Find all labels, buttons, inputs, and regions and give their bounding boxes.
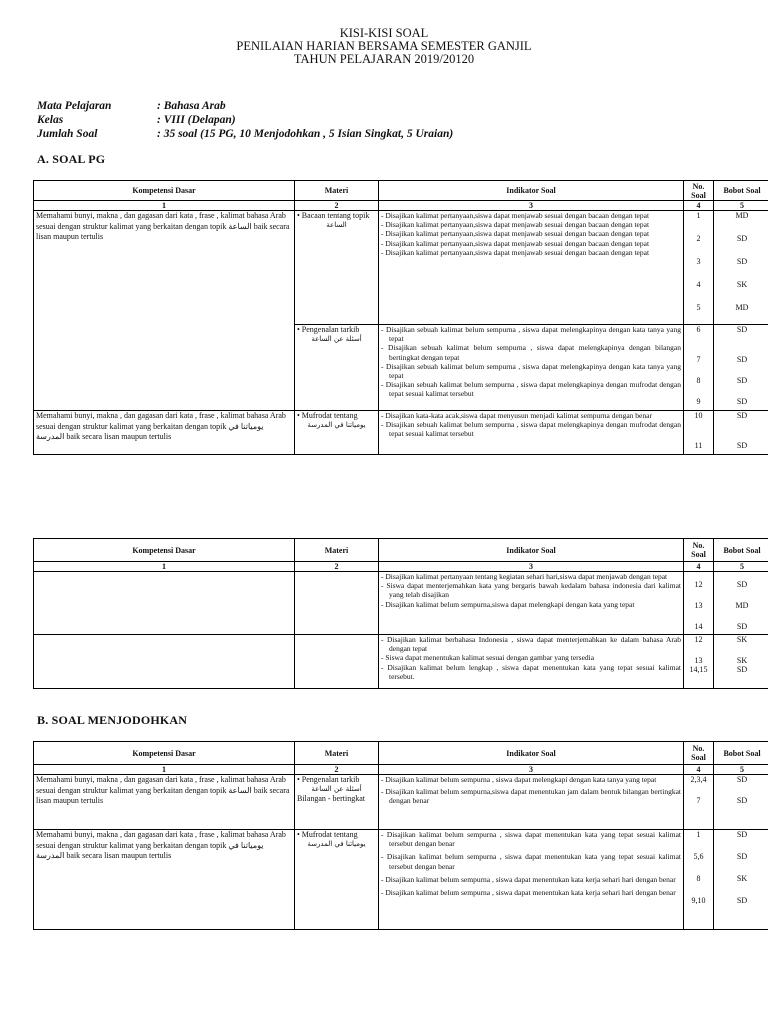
indikator-item: - Disajikan sebuah kalimat belum sempurna , siswa dapat melengkapinya dengan bilangan bertingkat dengan tepat <box>381 343 681 361</box>
col-header-bobot: Bobot Soal <box>714 181 768 201</box>
materi-title: • Mufrodat tentang <box>297 830 358 839</box>
no-soal: 8 <box>696 376 701 385</box>
indikator-cell <box>379 325 684 411</box>
col-number: 1 <box>34 562 295 572</box>
bobot-soal: SD <box>736 852 748 861</box>
meta-mapel <box>37 100 226 113</box>
materi-title: • Bacaan tentang topik <box>297 211 370 220</box>
no-soal-cell <box>684 635 714 689</box>
no-soal: 9 <box>696 397 701 406</box>
indikator-item: - Disajikan kalimat berbahasa Indonesia , siswa dapat menterjemahkan ke dalam bahasa Arab dengan tepat <box>381 635 681 653</box>
no-soal: 6 <box>696 325 701 334</box>
bobot-soal: SD <box>736 896 748 905</box>
no-soal: 5,6 <box>693 852 704 861</box>
no-soal: 11 <box>694 441 703 450</box>
col-header-materi: Materi <box>295 181 379 201</box>
col-header-bobot: Bobot Soal <box>714 742 768 765</box>
no-soal: 1 <box>696 211 701 220</box>
bobot-soal: SD <box>736 441 748 450</box>
indikator-item: - Siswa dapat menterjemahkan kata yang bergaris bawah kedalam bahasa indonesia dari kalimat yang telah disajikan <box>381 581 681 599</box>
materi-cell <box>295 211 379 325</box>
indikator-item: - Disajikan kalimat pertanyaan,siswa dapat menjawab sesuai dengan bacaan dengan tepat <box>381 211 681 220</box>
indikator-item: - Disajikan kata-kata acak,siswa dapat menyusun menjadi kalimat sempurna dengan benar <box>381 411 681 420</box>
doc-title-line1: KISI-KISI SOAL <box>339 26 429 40</box>
indikator-item: - Disajikan sebuah kalimat belum sempurna , siswa dapat melengkapinya dengan mufrodat dengan tepat sesuai kalimat tersebut <box>381 380 681 398</box>
bobot-cell <box>714 325 768 411</box>
bobot-soal: MD <box>735 211 749 220</box>
bobot-soal: SD <box>736 796 748 805</box>
indikator-item: - Disajikan sebuah kalimat belum sempurna , siswa dapat melengkapinya dengan kata tanya yang tepat <box>381 362 681 380</box>
materi-title: • Pengenalan tarkib <box>297 325 360 334</box>
no-soal: 4 <box>696 280 701 289</box>
materi-arabic: يومياتنا في المدرسة <box>307 839 366 848</box>
no-soal: 13 <box>694 656 703 665</box>
section-soal-menjodohkan: B. SOAL MENJODOHKAN <box>37 713 188 727</box>
col-header-indikator: Indikator Soal <box>379 742 684 765</box>
col-header-indikator: Indikator Soal <box>379 539 684 562</box>
table-soal-pg <box>33 180 768 455</box>
bobot-cell <box>714 211 768 325</box>
materi-cell-empty <box>295 572 379 635</box>
bobot-soal: SD <box>736 376 748 385</box>
indikator-cell <box>379 411 684 455</box>
indikator-item: - Disajikan kalimat belum sempurna , siswa dapat menentukan kata yang tepat sesuai kalimat tersebut dengan benar <box>381 830 681 848</box>
bobot-soal: SD <box>736 257 748 266</box>
col-header-materi: Materi <box>295 742 379 765</box>
col-number: 5 <box>714 562 768 572</box>
meta-kelas <box>37 114 236 127</box>
bobot-soal: MD <box>735 303 749 312</box>
meta-kelas-value: : VIII (Delapan) <box>157 114 236 126</box>
bobot-soal: SK <box>736 874 748 883</box>
col-header-no: No. Soal <box>684 539 714 562</box>
col-number: 2 <box>295 765 379 775</box>
bobot-soal: SK <box>736 656 748 665</box>
materi-title: • Pengenalan tarkib <box>297 775 360 784</box>
materi-arabic: أسئلة عن الساعة <box>311 784 362 793</box>
no-soal-cell <box>684 775 714 830</box>
indikator-item: - Disajikan kalimat belum sempurna , siswa dapat menentukan kata kerja sehari hari dengan benar <box>381 888 681 897</box>
col-number: 5 <box>714 201 768 211</box>
indikator-item: - Disajikan sebuah kalimat belum sempurna , siswa dapat melengkapinya dengan kata tanya yang tepat <box>381 325 681 343</box>
kd-cell: Memahami bunyi, makna , dan gagasan dari kata , frase , kalimat bahasa Arab sesuai dengan struktur kalimat yang berkaitan dengan topik الساعة baik secara lisan maupun tertulis <box>34 211 295 411</box>
no-soal: 2,3,4 <box>690 775 707 784</box>
no-soal: 1 <box>696 830 701 839</box>
indikator-item: - Disajikan kalimat pertanyaan,siswa dapat menjawab sesuai dengan bacaan dengan tepat <box>381 248 681 257</box>
indikator-item: - Disajikan kalimat belum sempurna , siswa dapat menentukan kata kerja sehari hari dengan benar <box>381 875 681 884</box>
bobot-soal: SD <box>736 325 748 334</box>
col-header-no: No. Soal <box>684 742 714 765</box>
meta-mapel-value: : Bahasa Arab <box>157 100 226 112</box>
no-soal: 10 <box>694 411 703 420</box>
no-soal: 12 <box>694 580 703 589</box>
col-number: 5 <box>714 765 768 775</box>
no-soal-cell <box>684 325 714 411</box>
indikator-cell <box>379 635 684 689</box>
no-soal: 14,15 <box>689 665 708 674</box>
no-soal: 7 <box>696 355 701 364</box>
section-soal-pg: A. SOAL PG <box>37 152 106 166</box>
bobot-soal: SD <box>736 397 748 406</box>
indikator-cell <box>379 211 684 325</box>
meta-kelas-label: Kelas <box>37 114 64 126</box>
materi-arabic: أسئلة عن الساعة <box>311 334 362 343</box>
col-number: 2 <box>295 201 379 211</box>
col-header-kd: Kompetensi Dasar <box>34 181 295 201</box>
meta-jumlah-label: Jumlah Soal <box>37 128 98 140</box>
indikator-item: - Disajikan kalimat belum sempurna , siswa dapat menentukan kata yang tepat sesuai kalimat tersebut dengan benar <box>381 852 681 870</box>
bobot-soal: SD <box>736 580 748 589</box>
col-number: 3 <box>379 562 684 572</box>
col-number: 3 <box>379 765 684 775</box>
col-number: 4 <box>684 765 714 775</box>
bobot-soal: SD <box>736 234 748 243</box>
no-soal: 13 <box>694 601 703 610</box>
indikator-item: - Disajikan kalimat pertanyaan,siswa dapat menjawab sesuai dengan bacaan dengan tepat <box>381 220 681 229</box>
kd-cell-empty <box>34 572 295 635</box>
bobot-cell <box>714 411 768 455</box>
materi-cell <box>295 411 379 455</box>
kd-cell-empty <box>34 635 295 689</box>
indikator-item: - Siswa dapat menentukan kalimat sesuai dengan gambar yang tersedia <box>381 653 681 662</box>
no-soal-cell <box>684 211 714 325</box>
bobot-soal: SK <box>736 280 748 289</box>
bobot-soal: SK <box>736 635 748 644</box>
kd-cell: Memahami bunyi, makna , dan gagasan dari kata , frase , kalimat bahasa Arab sesuai dengan struktur kalimat yang berkaitan dengan topik يومياتنا في المدرسة baik secara lisan maupun tertulis <box>34 830 295 930</box>
bobot-cell <box>714 635 768 689</box>
no-soal: 12 <box>694 635 703 644</box>
indikator-item: - Disajikan kalimat pertanyaan tentang kegiatan sehari hari,siswa dapat menjawab dengan tepat <box>381 572 681 581</box>
no-soal: 8 <box>696 874 701 883</box>
col-number: 2 <box>295 562 379 572</box>
col-number: 1 <box>34 765 295 775</box>
doc-title-line3: TAHUN PELAJARAN 2019/20120 <box>293 52 475 66</box>
bobot-soal: SD <box>736 622 748 631</box>
no-soal: 9,10 <box>691 896 706 905</box>
indikator-item: - Disajikan sebuah kalimat belum sempurna , siswa dapat melengkapinya dengan mufrodat dengan tepat sesuai kalimat tersebut <box>381 420 681 438</box>
col-header-indikator: Indikator Soal <box>379 181 684 201</box>
no-soal: 5 <box>696 303 701 312</box>
meta-jumlah-value: : 35 soal (15 PG, 10 Menjodohkan , 5 Isian Singkat, 5 Uraian) <box>157 128 454 140</box>
kd-cell: Memahami bunyi, makna , dan gagasan dari kata , frase , kalimat bahasa Arab sesuai dengan struktur kalimat yang berkaitan dengan topik يومياتنا في المدرسة baik secara lisan maupun tertulis <box>34 411 295 455</box>
materi-cell-empty <box>295 635 379 689</box>
materi-arabic: يومياتنا في المدرسة <box>307 420 366 429</box>
indikator-cell <box>379 572 684 635</box>
no-soal: 2 <box>696 234 701 243</box>
col-header-kd: Kompetensi Dasar <box>34 539 295 562</box>
no-soal-cell <box>684 830 714 930</box>
bobot-soal: SD <box>736 665 748 674</box>
kd-cell: Memahami bunyi, makna , dan gagasan dari kata , frase , kalimat bahasa Arab sesuai dengan struktur kalimat yang berkaitan dengan topik الساعة baik secara lisan maupun tertulis <box>34 775 295 830</box>
col-header-kd: Kompetensi Dasar <box>34 742 295 765</box>
materi-cell <box>295 830 379 930</box>
no-soal: 7 <box>696 796 701 805</box>
bobot-soal: SD <box>736 411 748 420</box>
col-number: 3 <box>379 201 684 211</box>
materi-cell <box>295 325 379 411</box>
table-soal-pg-continued <box>33 538 768 689</box>
materi-extra: Bilangan - bertingkat <box>297 794 365 803</box>
meta-mapel-label: Mata Pelajaran <box>37 100 112 112</box>
bobot-cell <box>714 830 768 930</box>
indikator-cell <box>379 830 684 930</box>
meta-jumlah <box>37 128 453 141</box>
col-header-bobot: Bobot Soal <box>714 539 768 562</box>
indikator-item: - Disajikan kalimat belum sempurna,siswa dapat melengkapi dengan kata yang tepat <box>381 600 681 609</box>
bobot-soal: SD <box>736 830 748 839</box>
indikator-cell <box>379 775 684 830</box>
materi-arabic: الساعة <box>326 220 347 229</box>
indikator-item: - Disajikan kalimat belum sempurna , siswa dapat melengkapi dengan kata tanya yang tepat <box>381 775 681 784</box>
bobot-cell <box>714 775 768 830</box>
col-number: 1 <box>34 201 295 211</box>
col-number: 4 <box>684 201 714 211</box>
materi-cell <box>295 775 379 830</box>
indikator-item: - Disajikan kalimat belum sempurna,siswa dapat menentukan jam dalam bentuk bilangan bertingkat dengan benar <box>381 787 681 805</box>
doc-title-line2: PENILAIAN HARIAN BERSAMA SEMESTER GANJIL <box>236 39 532 53</box>
bobot-soal: SD <box>736 355 748 364</box>
col-header-materi: Materi <box>295 539 379 562</box>
no-soal: 14 <box>694 622 703 631</box>
col-number: 4 <box>684 562 714 572</box>
indikator-item: - Disajikan kalimat belum lengkap , siswa dapat menentukan kata yang tepat sesuai kalimat tersebut. <box>381 663 681 681</box>
table-soal-menjodohkan <box>33 741 768 930</box>
bobot-cell <box>714 572 768 635</box>
bobot-soal: SD <box>736 775 748 784</box>
indikator-item: - Disajikan kalimat pertanyaan,siswa dapat menjawab sesuai dengan bacaan dengan tepat <box>381 229 681 238</box>
bobot-soal: MD <box>735 601 749 610</box>
no-soal-cell <box>684 572 714 635</box>
no-soal-cell <box>684 411 714 455</box>
col-header-no: No. Soal <box>684 181 714 201</box>
indikator-item: - Disajikan kalimat pertanyaan,siswa dapat menjawab sesuai dengan bacaan dengan tepat <box>381 239 681 248</box>
no-soal: 3 <box>696 257 701 266</box>
materi-title: • Mufrodat tentang <box>297 411 358 420</box>
